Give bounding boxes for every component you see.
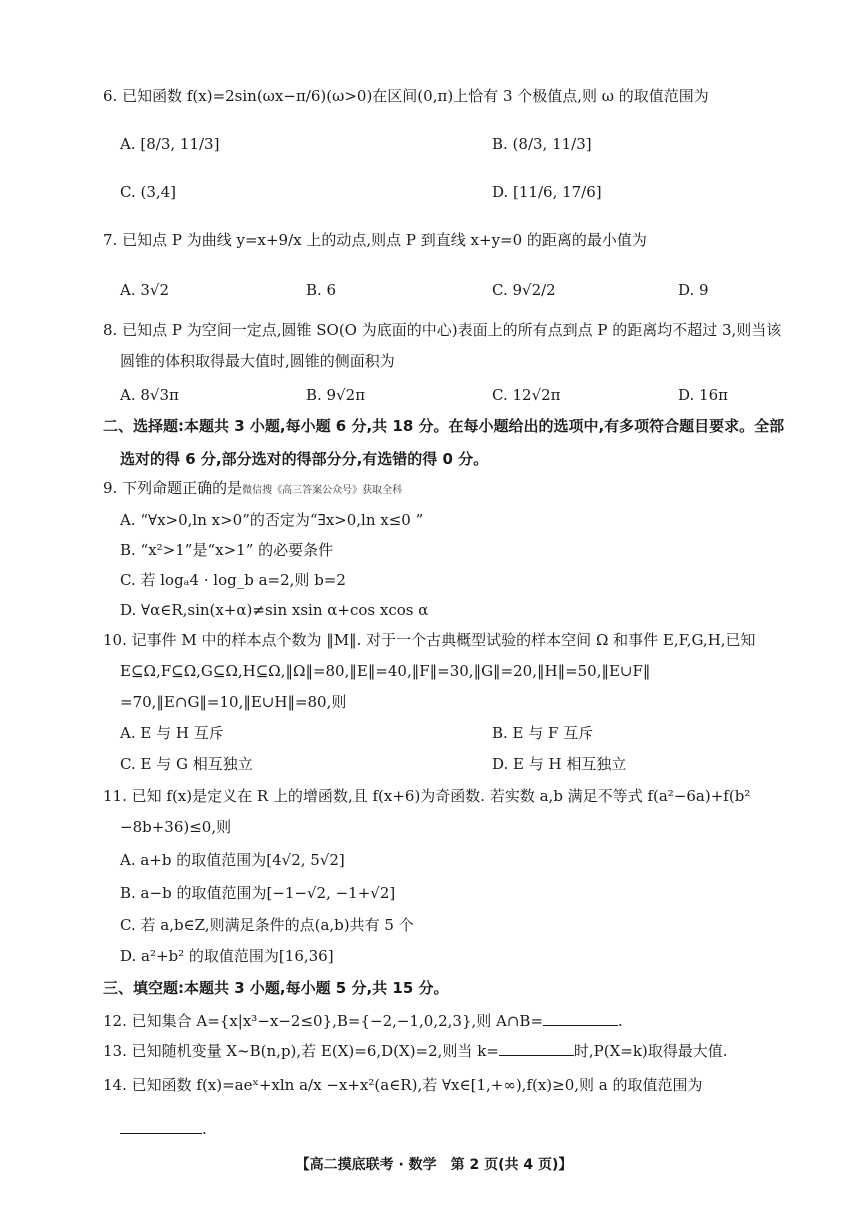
q14-stem: 14. 已知函数 f(x)=aeˣ+xln a/x −x+x²(a∈R),若 ∀x∈[1,+∞),f(x)≥0,则 a 的取值范围为 [103,1076,703,1094]
q7-stem: 7. 已知点 P 为曲线 y=x+9/x 上的动点,则点 P 到直线 x+y=0 的距离的最小值为 [103,231,647,249]
q8-option-d: D. 16π [678,386,728,404]
q9-option-d: D. ∀α∈R,sin(x+α)≠sin xsin α+cos xcos α [120,601,429,619]
page-footer: 【高二摸底联考 · 数学 第 2 页(共 4 页)】 [295,1157,573,1173]
q9-option-c: C. 若 logₐ4 · log_b a=2,则 b=2 [120,571,346,589]
q14-answer-blank[interactable] [120,1118,202,1134]
q12-stem [103,1010,623,1031]
q7-option-c: C. 9√2/2 [492,281,556,299]
q13-answer-blank[interactable] [499,1040,574,1056]
q10-option-c: C. E 与 G 相互独立 [120,755,253,773]
q6-option-b: B. (8/3, 11/3] [492,135,592,153]
q12-answer-blank[interactable] [543,1010,618,1026]
q10-stem-line3: =70,‖E∩G‖=10,‖E∪H‖=80,则 [120,693,347,711]
q10-option-d: D. E 与 H 相互独立 [492,755,627,773]
q8-option-a: A. 8√3π [120,386,179,404]
section3-heading: 三、填空题:本题共 3 小题,每小题 5 分,共 15 分。 [103,979,449,997]
q10-stem-line2: E⊆Ω,F⊆Ω,G⊆Ω,H⊆Ω,‖Ω‖=80,‖E‖=40,‖F‖=30,‖G‖=20,‖H‖=50,‖E∪F‖ [120,662,651,680]
q11-option-a: A. a+b 的取值范围为[4√2, 5√2] [120,851,345,869]
q14-stem-end: . [202,1120,207,1138]
q13-stem-text: 13. 已知随机变量 X~B(n,p),若 E(X)=6,D(X)=2,则当 k= [103,1042,499,1060]
q13-stem [103,1040,728,1061]
q11-option-d: D. a²+b² 的取值范围为[16,36] [120,947,334,965]
q9-option-b: B. “x²>1”是“x>1” 的必要条件 [120,541,334,559]
q11-option-c: C. 若 a,b∈Z,则满足条件的点(a,b)共有 5 个 [120,916,414,934]
q10-option-a: A. E 与 H 互斥 [120,724,224,742]
section2-heading-line1: 二、选择题:本题共 3 小题,每小题 6 分,共 18 分。在每小题给出的选项中,有多项符合题目要求。全部 [103,417,785,435]
q8-option-c: C. 12√2π [492,386,561,404]
q8-option-b: B. 9√2π [306,386,366,404]
q8-stem-line2: 圆锥的体积取得最大值时,圆锥的侧面积为 [120,352,395,370]
q12-stem-text: 12. 已知集合 A={x|x³−x−2≤0},B={−2,−1,0,2,3},则 A∩B= [103,1012,544,1030]
q10-stem-line1: 10. 记事件 M 中的样本点个数为 ‖M‖. 对于一个古典概型试验的样本空间 Ω 和事件 E,F,G,H,已知 [103,631,756,649]
q11-option-b: B. a−b 的取值范围为[−1−√2, −1+√2] [120,884,396,902]
q6-option-a: A. [8/3, 11/3] [120,135,220,153]
q7-option-b: B. 6 [306,281,337,299]
q7-option-a: A. 3√2 [120,281,170,299]
q11-stem-line1: 11. 已知 f(x)是定义在 R 上的增函数,且 f(x+6)为奇函数. 若实数 a,b 满足不等式 f(a²−6a)+f(b² [103,787,751,805]
q9-stem [103,478,402,501]
q6-stem: 6. 已知函数 f(x)=2sin(ωx−π/6)(ω>0)在区间(0,π)上恰有 3 个极值点,则 ω 的取值范围为 [103,87,709,105]
q10-option-b: B. E 与 F 互斥 [492,724,594,742]
q6-option-d: D. [11/6, 17/6] [492,183,602,201]
q8-stem-line1: 8. 已知点 P 为空间一定点,圆锥 SO(O 为底面的中心)表面上的所有点到点 P 的距离均不超过 3,则当该 [103,321,782,339]
q9-option-a: A. “∀x>0,ln x>0”的否定为“∃x>0,ln x≤0 ” [120,511,424,529]
q7-option-d: D. 9 [678,281,709,299]
section2-heading-line2: 选对的得 6 分,部分选对的得部分分,有选错的得 0 分。 [120,450,489,468]
watermark-text: 微信搜《高三答案公众号》获取全科 [242,485,403,496]
q13-stem-end: 时,P(X=k)取得最大值. [573,1042,728,1060]
q11-stem-line2: −8b+36)≤0,则 [120,818,232,836]
q9-stem-text: 9. 下列命题正确的是 [103,479,243,497]
q12-stem-end: . [618,1012,623,1030]
q14-answer-line [120,1118,207,1139]
q6-option-c: C. (3,4] [120,183,177,201]
